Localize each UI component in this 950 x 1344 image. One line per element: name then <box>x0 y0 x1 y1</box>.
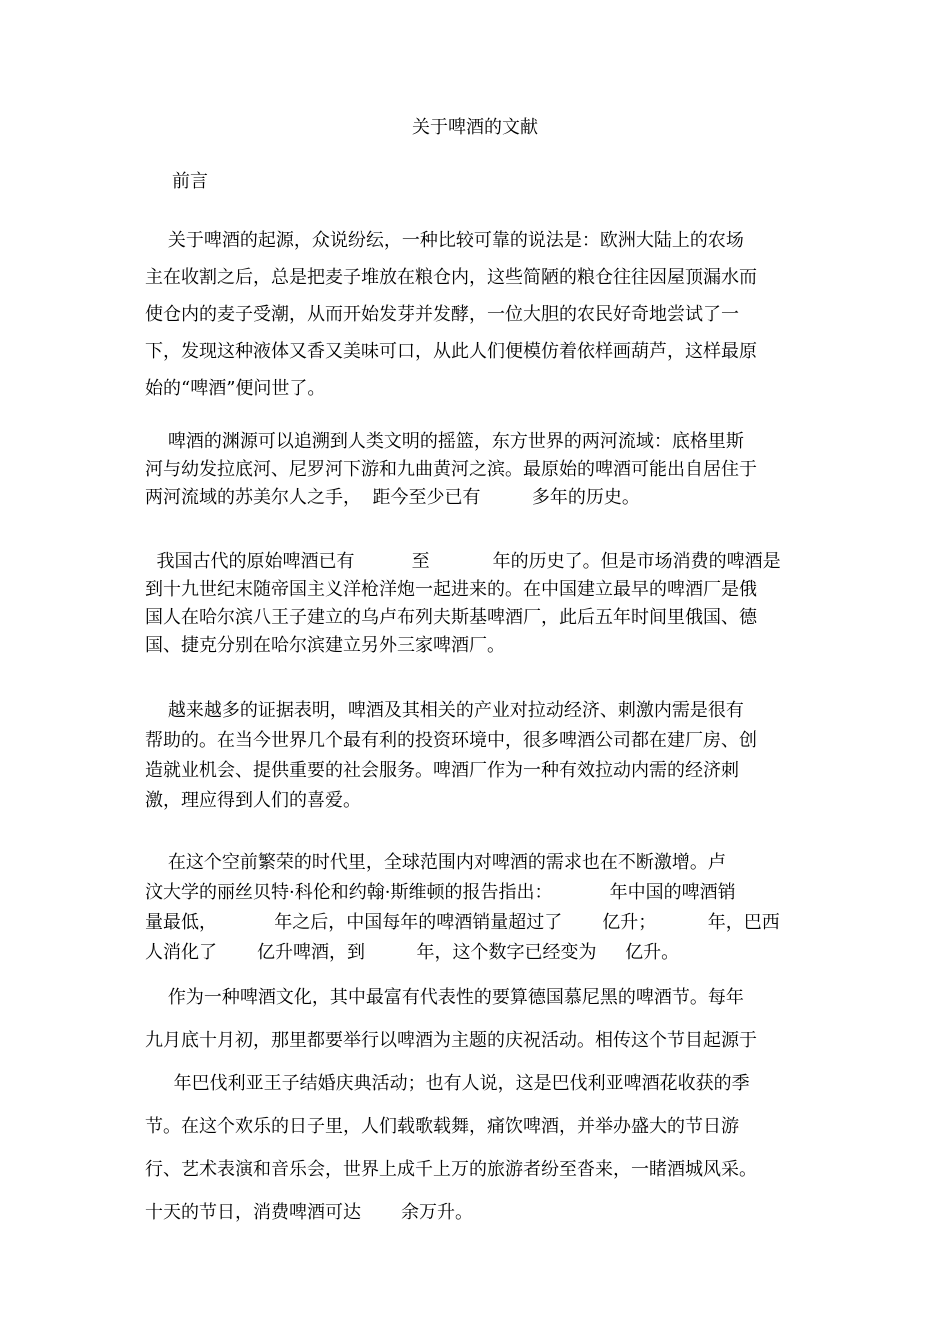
paragraph-history <box>145 428 810 512</box>
paragraph-line: 节。在这个欢乐的日子里，人们载歌载舞，痛饮啤酒，并举办盛大的节日游 <box>145 1116 739 1137</box>
paragraph-demand <box>145 848 810 968</box>
paragraph-line: 激，理应得到人们的喜爱。 <box>145 790 361 811</box>
paragraph-line: 到十九世纪末随帝国主义洋枪洋炮一起进来的。在中国建立最早的啤酒厂是俄 <box>145 579 757 600</box>
paragraph-festival <box>145 976 810 1234</box>
paragraph-line: 下，发现这种液体又香又美味可口，从此人们便模仿着依样画葫芦，这样最原 <box>145 341 757 362</box>
paragraph-line: 使仓内的麦子受潮，从而开始发芽并发酵，一位大胆的农民好奇地尝试了一 <box>145 304 739 325</box>
paragraph-line: 主在收割之后，总是把麦子堆放在粮仓内，这些简陋的粮仓往往因屋顶漏水而 <box>145 267 757 288</box>
paragraph-line: 始的“啤酒”便问世了。 <box>145 378 326 399</box>
paragraph-line: 关于啤酒的起源，众说纷纭，一种比较可靠的说法是：欧洲大陆上的农场 <box>145 230 744 251</box>
paragraph-line: 国人在哈尔滨八王子建立的乌卢布列夫斯基啤酒厂，此后五年时间里俄国、德 <box>145 607 757 628</box>
paragraph-line: 年巴伐利亚王子结婚庆典活动；也有人说，这是巴伐利亚啤酒花收获的季 <box>145 1073 750 1094</box>
paragraph-line: 人消化了 亿升啤酒，到 年，这个数字已经变为 亿升。 <box>145 942 680 963</box>
paragraph-line: 越来越多的证据表明，啤酒及其相关的产业对拉动经济、刺激内需是很有 <box>145 700 744 721</box>
paragraph-line: 在这个空前繁荣的时代里，全球范围内对啤酒的需求也在不断激增。卢 <box>145 852 726 873</box>
paragraph-origin <box>145 222 810 407</box>
document-title: 关于啤酒的文献 <box>412 117 538 138</box>
paragraph-line: 帮助的。在当今世界几个最有利的投资环境中，很多啤酒公司都在建厂房、创 <box>145 730 757 751</box>
paragraph-line: 两河流域的苏美尔人之手， 距今至少已有 多年的历史。 <box>145 487 640 508</box>
paragraph-line: 量最低， 年之后，中国每年的啤酒销量超过了 亿升； 年，巴西 <box>145 912 780 933</box>
paragraph-economy <box>145 696 810 816</box>
paragraph-line: 国、捷克分别在哈尔滨建立另外三家啤酒厂。 <box>145 635 505 656</box>
paragraph-line: 汶大学的丽丝贝特·科伦和约翰·斯维顿的报告指出： 年中国的啤酒销 <box>145 882 736 903</box>
paragraph-china <box>145 548 810 660</box>
paragraph-line: 河与幼发拉底河、尼罗河下游和九曲黄河之滨。最原始的啤酒可能出自居住于 <box>145 459 757 480</box>
paragraph-line: 造就业机会、提供重要的社会服务。啤酒厂作为一种有效拉动内需的经济刺 <box>145 760 739 781</box>
paragraph-line: 十天的节日，消费啤酒可达 余万升。 <box>145 1202 474 1223</box>
paragraph-line: 我国古代的原始啤酒已有 至 年的历史了。但是市场消费的啤酒是 <box>145 551 781 572</box>
paragraph-line: 作为一种啤酒文化，其中最富有代表性的要算德国慕尼黑的啤酒节。每年 <box>145 987 744 1008</box>
section-heading: 前言 <box>172 171 208 192</box>
paragraph-line: 九月底十月初，那里都要举行以啤酒为主题的庆祝活动。相传这个节目起源于 <box>145 1030 757 1051</box>
paragraph-line: 行、艺术表演和音乐会，世界上成千上万的旅游者纷至沓来，一睹酒城风采。 <box>145 1159 757 1180</box>
paragraph-line: 啤酒的渊源可以追溯到人类文明的摇篮，东方世界的两河流域：底格里斯 <box>145 431 744 452</box>
